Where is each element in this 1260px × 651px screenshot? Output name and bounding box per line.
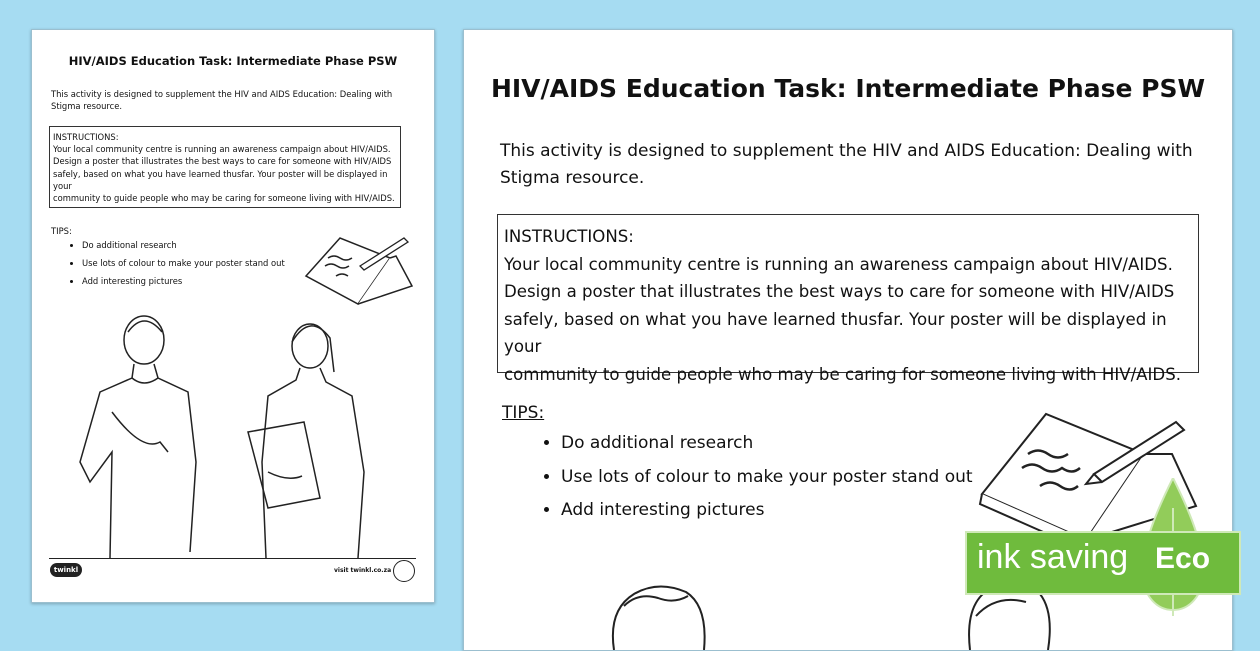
notebook-illustration <box>300 226 420 316</box>
thumbnail-tips-list <box>66 236 285 290</box>
thumbnail-intro: This activity is designed to supplement the HIV and AIDS Education: Dealing with Stigma resource. <box>51 89 393 111</box>
thumbnail-instructions-line: Your local community centre is running an awareness campaign about HIV/AIDS. <box>53 144 391 155</box>
list-item: • Use lots of colour to make your poster stand out <box>561 461 973 495</box>
footer-url: visit twinkl.co.za <box>334 567 392 574</box>
footer-badge-icon <box>393 560 415 582</box>
list-item: • Add interesting pictures <box>561 494 973 528</box>
instructions-box <box>497 214 1199 384</box>
ink-saving-label: ink saving <box>977 538 1129 576</box>
instructions-line: Your local community centre is running an awareness campaign about HIV/AIDS. <box>504 254 1173 274</box>
thumbnail-title: HIV/AIDS Education Task: Intermediate Phase PSW <box>68 54 398 68</box>
thumbnail-instructions-line: safely, based on what you have learned thusfar. Your poster will be displayed in your <box>53 168 388 191</box>
twinkl-logo: twinkl <box>50 563 82 577</box>
people-illustration <box>72 312 392 558</box>
thumbnail-page <box>31 29 435 603</box>
eco-label: Eco <box>1155 542 1211 575</box>
tips-heading: TIPS: <box>502 403 545 423</box>
ink-saving-eco-badge <box>965 478 1260 630</box>
instructions-line: safely, based on what you have learned thusfar. Your poster will be displayed in your <box>504 309 1167 356</box>
intro-paragraph <box>500 138 1200 192</box>
intro-line: This activity is designed to supplement the HIV and AIDS Education: Dealing with <box>500 141 1193 161</box>
thumbnail-instructions-line: community to guide people who may be caring for someone living with HIV/AIDS. <box>53 193 395 204</box>
instructions-line: Design a poster that illustrates the best ways to care for someone with HIV/AIDS <box>504 282 1175 301</box>
tips-list <box>534 427 973 528</box>
thumbnail-instructions-box <box>49 126 401 208</box>
list-item: • Do additional research <box>561 427 973 461</box>
page-title: HIV/AIDS Education Task: Intermediate Phase PSW <box>490 74 1206 103</box>
list-item: • Do additional research <box>82 236 285 254</box>
list-item: • Add interesting pictures <box>82 272 285 290</box>
instructions-heading: INSTRUCTIONS: <box>504 227 634 246</box>
thumbnail-instructions-line: Design a poster that illustrates the best ways to care for someone with HIV/AIDS <box>53 156 392 167</box>
intro-line: Stigma resource. <box>500 168 645 188</box>
instructions-line: community to guide people who may be caring for someone living with HIV/AIDS. <box>504 364 1182 384</box>
list-item: • Use lots of colour to make your poster stand out <box>82 254 285 272</box>
footer-divider <box>49 558 416 559</box>
thumbnail-tips-heading: TIPS: <box>51 226 72 236</box>
thumbnail-instructions-heading: INSTRUCTIONS: <box>53 132 119 142</box>
